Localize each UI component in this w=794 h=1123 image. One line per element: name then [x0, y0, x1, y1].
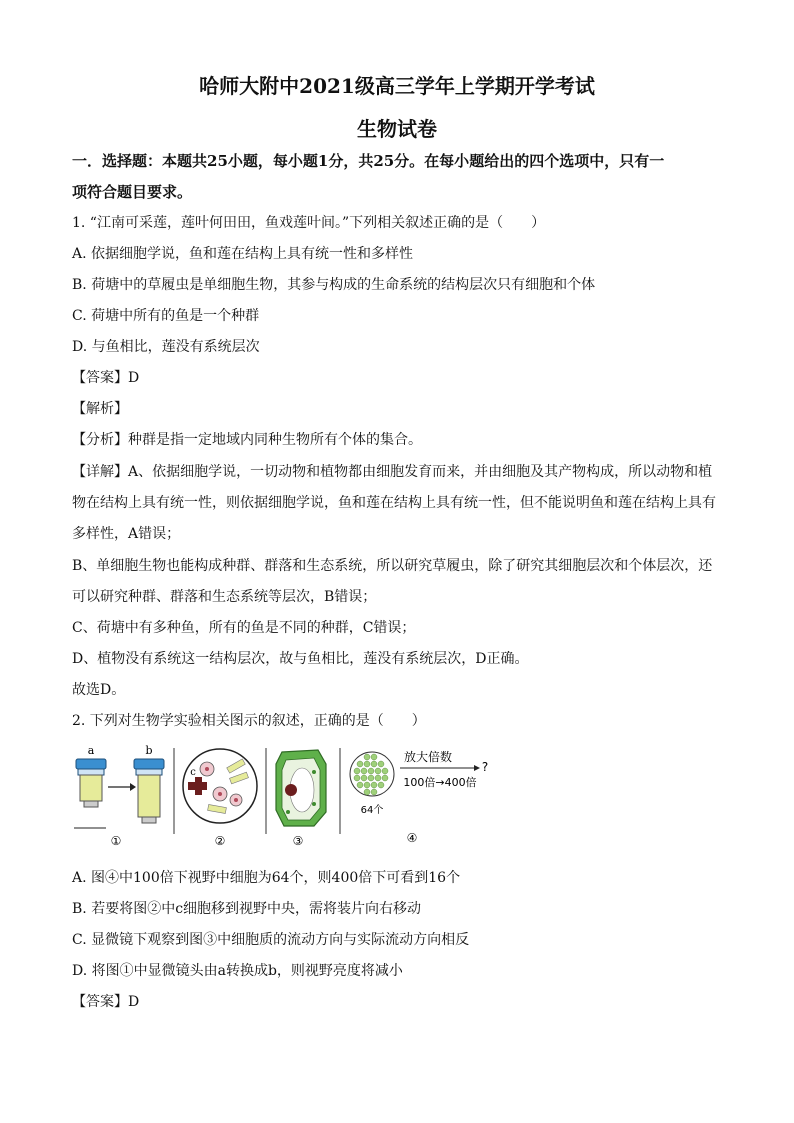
- q2-stem: 2. 下列对生物学实验相关图示的叙述，正确的是（ ）: [72, 713, 426, 729]
- q1-detail-c: C、荷塘中有多种鱼，所有的鱼是不同的种群，C错误；: [72, 620, 416, 636]
- label-a: a: [87, 744, 95, 757]
- zoom-label: 放大倍数: [403, 750, 453, 764]
- label-c: c: [190, 767, 196, 778]
- zoom-range: 100倍→400倍: [403, 776, 477, 789]
- q1-conclusion: 故选D。: [72, 682, 126, 698]
- q2-option-b: B. 若要将图②中c细胞移到视野中央，需将装片向右移动: [72, 901, 422, 917]
- q1-detail-b-line1: B、单细胞生物也能构成种群、群落和生态系统，所以研究草履虫，除了研究其细胞层次和个体层次，还: [72, 558, 713, 574]
- figure-num-1: ①: [110, 834, 122, 848]
- figure-num-4: ④: [406, 831, 418, 845]
- objective-lens-b: [134, 759, 164, 823]
- q2-option-d: D. 将图①中显微镜头由a转换成b，则视野亮度将减小: [72, 963, 403, 979]
- page-subtitle: 生物试卷: [357, 117, 437, 141]
- zoom-arrow-head: [474, 765, 480, 771]
- q1-fenxi: 【分析】种群是指一定地域内同种生物所有个体的集合。: [72, 432, 422, 448]
- cell-grid-field: [350, 752, 394, 796]
- q1-answer: 【答案】D: [72, 370, 140, 386]
- q1-analysis-tag: 【解析】: [72, 401, 128, 417]
- zoom-question: ?: [481, 760, 489, 774]
- q1-detail-line1: 【详解】A、依据细胞学说，一切动物和植物都由细胞发育而来，并由细胞及其产物构成，所以动物和植: [72, 464, 713, 480]
- page-title: 哈师大附中2021级高三学年上学期开学考试: [199, 74, 595, 98]
- field-of-view-2: [183, 749, 257, 823]
- q1-option-c: C. 荷塘中所有的鱼是一个种群: [72, 308, 260, 324]
- q2-option-c: C. 显微镜下观察到图③中细胞质的流动方向与实际流动方向相反: [72, 932, 470, 948]
- plant-cell: [276, 750, 326, 826]
- q1-stem: 1. “江南可采莲，莲叶何田田，鱼戏莲叶间。”下列相关叙述正确的是（ ）: [72, 215, 546, 231]
- arrow-head: [130, 783, 136, 791]
- q1-detail-line2: 物在结构上具有统一性，则依据细胞学说，鱼和莲在结构上具有统一性，但不能说明鱼和莲在结构上具有: [72, 495, 716, 511]
- q1-detail-line3: 多样性，A错误；: [72, 526, 181, 542]
- q1-option-d: D. 与鱼相比，莲没有系统层次: [72, 339, 260, 355]
- q1-detail-b-line2: 可以研究种群、群落和生态系统等层次，B错误；: [72, 589, 377, 605]
- q2-figure: [70, 742, 510, 852]
- q1-option-b: B. 荷塘中的草履虫是单细胞生物，其参与构成的生命系统的结构层次只有细胞和个体: [72, 277, 596, 293]
- figure-num-3: ③: [292, 834, 304, 848]
- objective-lens-a: [76, 759, 106, 807]
- q2-answer: 【答案】D: [72, 994, 140, 1010]
- section-instructions-line1: 一．选择题：本题共25小题，每小题1分，共25分。在每小题给出的四个选项中，只有一: [72, 152, 665, 170]
- section-instructions-line2: 项符合题目要求。: [72, 183, 193, 201]
- label-b: b: [145, 744, 153, 757]
- figure-num-2: ②: [214, 834, 226, 848]
- q2-option-a: A. 图④中100倍下视野中细胞为64个，则400倍下可看到16个: [72, 870, 461, 886]
- cell-count-label: 64个: [360, 805, 384, 816]
- q1-detail-d: D、植物没有系统这一结构层次，故与鱼相比，莲没有系统层次，D正确。: [72, 651, 529, 667]
- q1-option-a: A. 依据细胞学说，鱼和莲在结构上具有统一性和多样性: [72, 246, 414, 262]
